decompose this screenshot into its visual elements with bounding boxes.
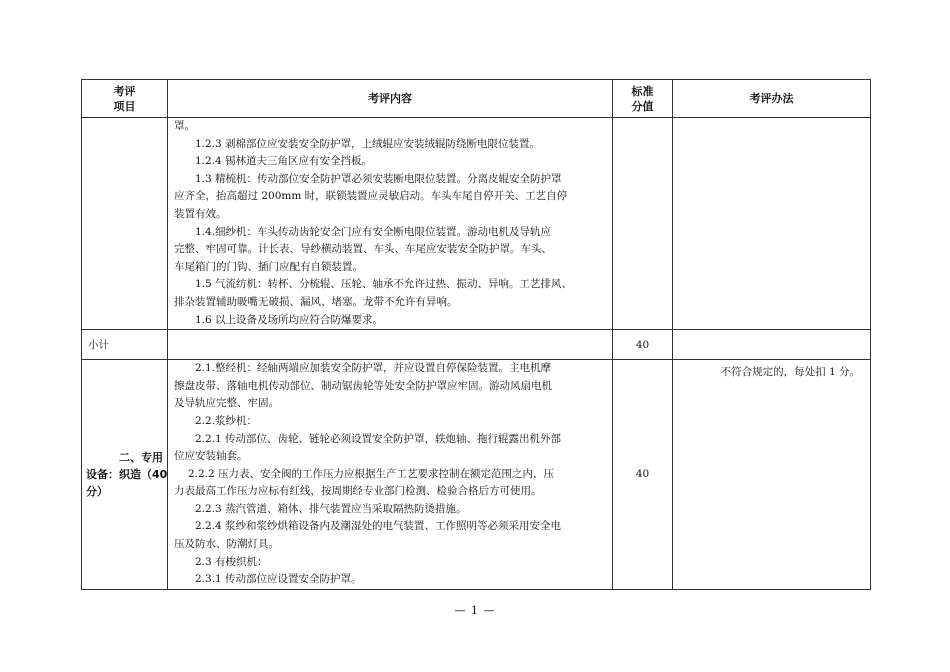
content-line: 1.2.4 锡林道夫三角区应有安全挡板。 bbox=[195, 155, 373, 168]
subtotal-method-cell bbox=[673, 330, 871, 360]
header-item-line-2: 项目 bbox=[113, 99, 136, 113]
section2-row bbox=[82, 360, 871, 590]
section2-category-line-1: 二、专用 bbox=[119, 450, 163, 464]
subtotal-label: 小计 bbox=[82, 330, 168, 360]
continuation-row bbox=[82, 118, 871, 330]
content-line: 1.5 气流纺机：转杯、分梳辊、压轮、轴承不允许过热、振动、异响。工艺排风、 bbox=[195, 278, 573, 291]
header-method: 考评办法 bbox=[673, 80, 871, 118]
content-line: 排杂装置辅助吸嘴无破损、漏风、堵塞。龙带不允许有异响。 bbox=[174, 295, 458, 308]
content-line: 2.3.1 传动部位应设置安全防护罩。 bbox=[195, 573, 362, 586]
content-line: 2.2.2 压力表、安全阀的工作压力应根据生产工艺要求控制在额定范围之内，压 bbox=[188, 467, 555, 480]
content-line: 2.1.整经机：经轴两端应加装安全防护罩，并应设置自停保险装置。主电机摩 bbox=[195, 362, 552, 375]
content-line: 完整、牢固可靠。计长表、导纱横动装置、车头、车尾应安装安全防护罩。车头、 bbox=[174, 243, 552, 256]
section2-content-cell bbox=[168, 360, 613, 590]
section2-method: 不符合规定的，每处扣 1 分。 bbox=[673, 360, 871, 590]
header-score-line-2: 分值 bbox=[631, 99, 654, 113]
content-line: 1.3 精梳机：传动部位安全防护罩必须安装断电限位装置。分离皮辊安全防护罩 bbox=[195, 172, 562, 185]
continuation-content-cell bbox=[168, 118, 613, 330]
content-line: 擦盘皮带、落轴电机传动部位、制动锯齿轮等处安全防护罩应牢固。游动风扇电机 bbox=[174, 379, 552, 392]
section2-category-line-2: 设备：织造（40 bbox=[86, 467, 168, 481]
content-line: 2.2.1 传动部位、齿轮、链轮必须设置安全防护罩，轶炮轴、拖行辊露出机外部 bbox=[195, 432, 562, 445]
content-line: 2.2.浆纱机： bbox=[195, 414, 258, 427]
subtotal-content-cell bbox=[168, 330, 613, 360]
assessment-table bbox=[81, 79, 871, 590]
section2-category-line-3: 分） bbox=[86, 484, 108, 498]
header-item-line-1: 考评 bbox=[113, 84, 136, 98]
header-row bbox=[82, 80, 871, 118]
content-line: 装置有效。 bbox=[174, 207, 227, 220]
continuation-item-cell bbox=[82, 118, 168, 330]
content-line: 罩。 bbox=[174, 120, 195, 132]
content-line: 压及防水、防潮灯具。 bbox=[174, 538, 279, 551]
content-line: 力表最高工作压力应标有红线，按周期经专业部门检测、检验合格后方可使用。 bbox=[174, 485, 542, 498]
header-content: 考评内容 bbox=[168, 80, 613, 118]
content-line: 位应安装轴套。 bbox=[174, 450, 248, 463]
content-line: 及导轨应完整、牢固。 bbox=[174, 397, 279, 410]
page-number: — 1 — bbox=[454, 604, 496, 617]
content-line: 应齐全，抬高超过 200mm 时，联锁装置应灵敏启动。车头车尾自停开关、工艺自停 bbox=[174, 190, 568, 203]
section2-score: 40 bbox=[613, 360, 673, 590]
content-line: 车尾箱门的门钩、插门应配有自锁装置。 bbox=[174, 260, 363, 273]
content-line: 1.4.细纱机：车头传动齿轮安全门应有安全断电限位装置。游动电机及导轨应 bbox=[195, 225, 552, 238]
content-line: 2.2.3 蒸汽管道、箱体、排气装置应当采取隔热防烫措施。 bbox=[195, 502, 467, 515]
subtotal-score: 40 bbox=[613, 330, 673, 360]
content-line: 2.3 有梭织机： bbox=[195, 555, 268, 568]
header-score-line-1: 标准 bbox=[631, 84, 654, 98]
content-line: 1.2.3 剥棉部位应安装安全防护罩，上绒辊应安装绒辊防绕断电限位装置。 bbox=[195, 137, 541, 150]
section2-category bbox=[82, 360, 168, 590]
header-score bbox=[613, 80, 673, 118]
continuation-method-cell bbox=[673, 118, 871, 330]
content-line: 1.6 以上设备及场所均应符合防爆要求。 bbox=[195, 313, 384, 326]
header-item bbox=[82, 80, 168, 118]
content-line: 2.2.4 浆纱和浆纱烘箱设备内及潮湿处的电气装置、工作照明等必须采用安全电 bbox=[195, 520, 562, 533]
continuation-score-cell bbox=[613, 118, 673, 330]
subtotal-row bbox=[82, 330, 871, 360]
